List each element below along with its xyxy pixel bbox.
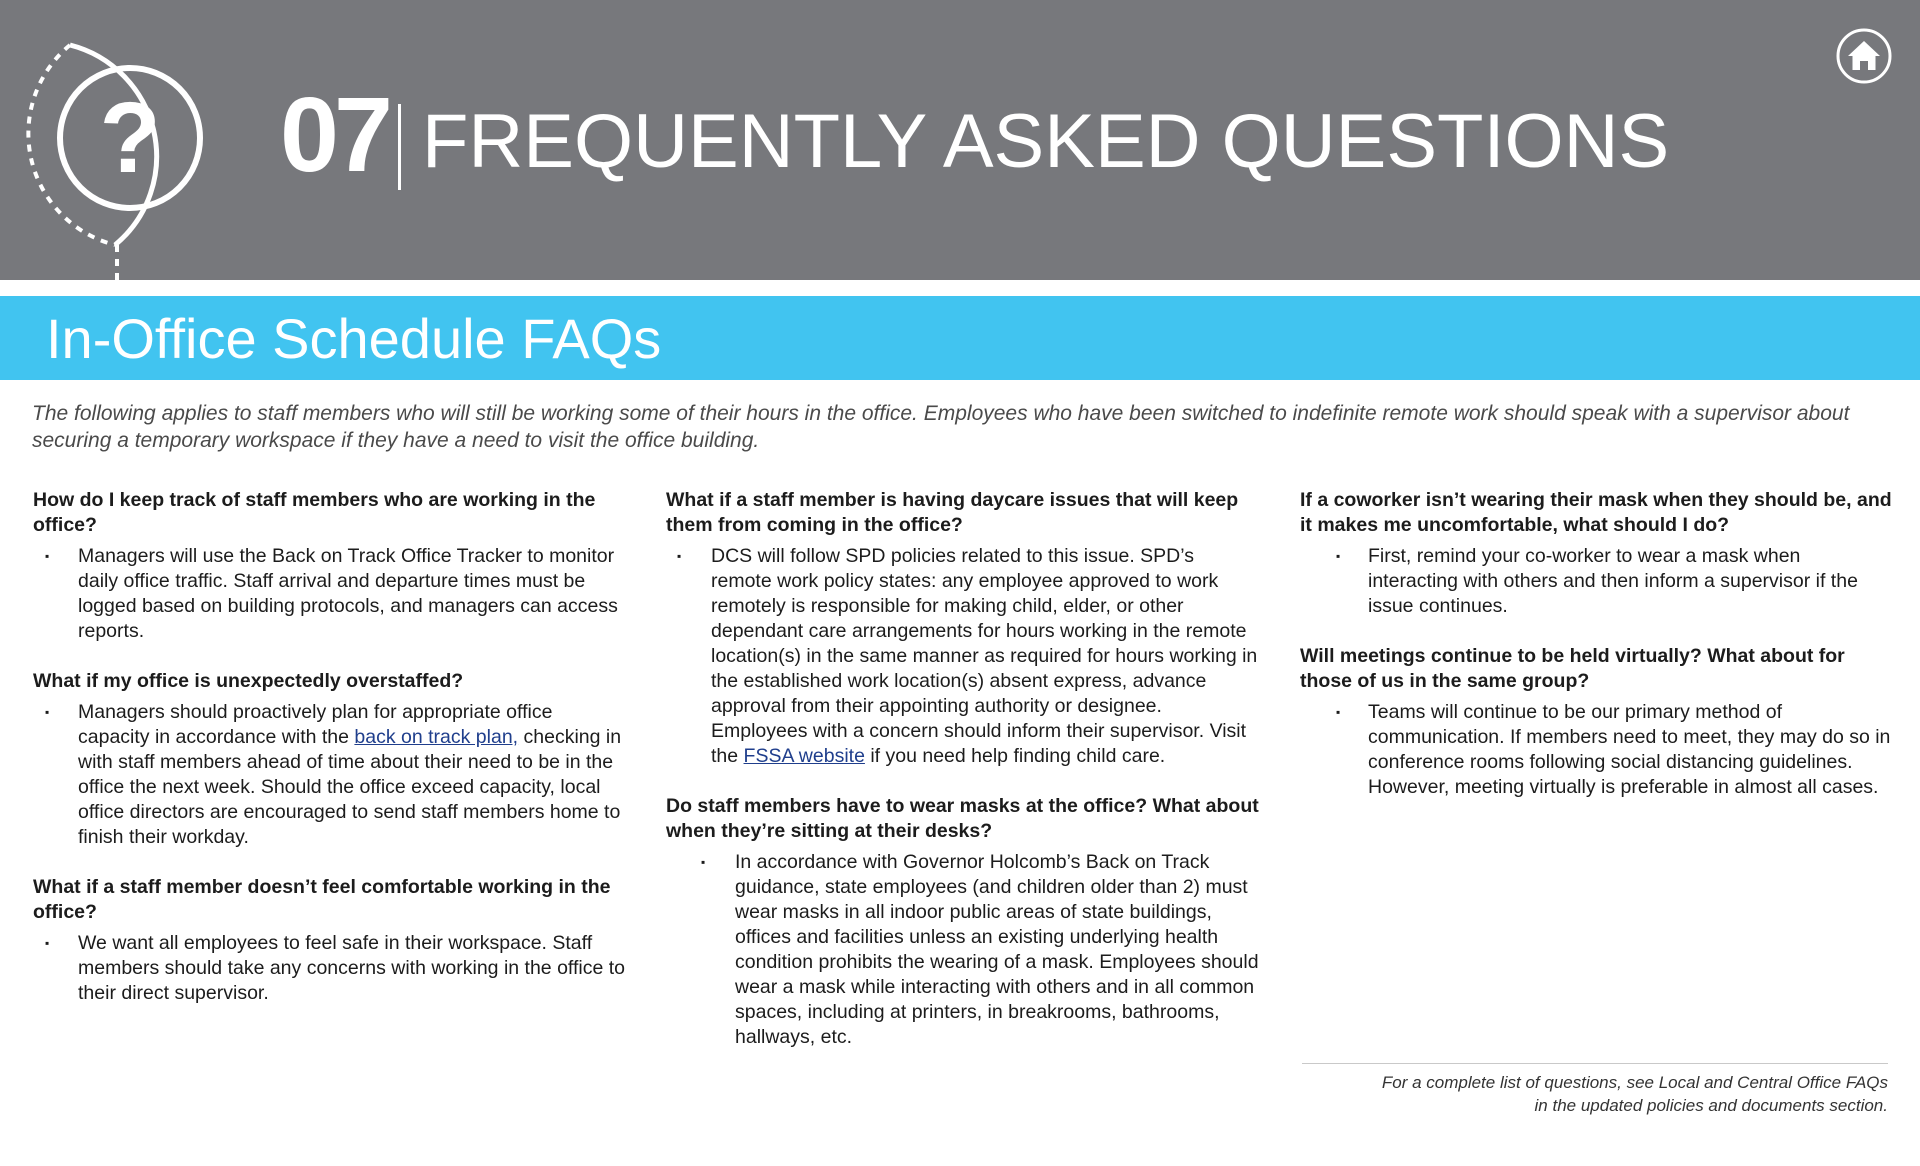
faq-item bbox=[666, 794, 1260, 1050]
faq-item bbox=[33, 669, 627, 850]
faq-answer bbox=[1300, 544, 1894, 619]
section-band bbox=[0, 296, 1920, 380]
faq-question: Will meetings continue to be held virtually? What about for those of us in the same group? bbox=[1300, 645, 1845, 692]
section-subtitle: In-Office Schedule FAQs bbox=[46, 307, 662, 370]
faq-item bbox=[666, 488, 1260, 769]
faq-question: If a coworker isn’t wearing their mask when they should be, and it makes me uncomfortable, what should I do? bbox=[1300, 489, 1892, 536]
footer-note-line: in the updated policies and documents section. bbox=[1534, 1096, 1888, 1115]
page-title: FREQUENTLY ASKED QUESTIONS bbox=[422, 99, 1670, 184]
faq-column-2 bbox=[666, 488, 1260, 1075]
faq-answer bbox=[33, 931, 627, 1006]
faq-answer-text: In accordance with Governor Holcomb’s Back on Track guidance, state employees (and children older than 2) must wear masks in all indoor public areas of state buildings, offices and facilities unless an existing underlying health condition prohibits the wearing of a mask. Employees should wear a mask while interacting with others and in all common spaces, including at printers, in breakrooms, bathrooms, hallways, etc. bbox=[735, 851, 1259, 1048]
faq-answer-text bbox=[78, 700, 627, 850]
question-mark-icon bbox=[0, 0, 280, 280]
faq-item bbox=[33, 875, 627, 1006]
faq-answer bbox=[33, 544, 627, 644]
home-icon[interactable] bbox=[1836, 28, 1892, 84]
bullet: ▪ bbox=[1336, 705, 1341, 719]
question-glyph: ? bbox=[99, 82, 161, 194]
bullet: ▪ bbox=[677, 549, 682, 563]
footer-note bbox=[1302, 1071, 1888, 1117]
section-number: 07 bbox=[280, 76, 388, 194]
bullet: ▪ bbox=[701, 855, 706, 869]
faq-question: What if my office is unexpectedly overstaffed? bbox=[33, 670, 464, 692]
faq-column-3 bbox=[1300, 488, 1894, 825]
faq-answer bbox=[666, 850, 1260, 1050]
faq-answer-text: Managers will use the Back on Track Office Tracker to monitor daily office traffic. Staff arrival and departure times must be logged based on building protocols, and managers can access reports. bbox=[78, 545, 618, 642]
answer-text-part: DCS will follow SPD policies related to this issue. SPD’s remote work policy states: any employee approved to work remotely is responsible for making child, elder, or other dependant care arrangements for hours working in the remote location(s) in the same manner as required for hours working in the established work location(s) absent express, advance approval from their appointing authority or designee. Employees with a concern should inform their supervisor. Visit the bbox=[711, 545, 1258, 767]
faq-item bbox=[1300, 488, 1894, 619]
faq-answer-text: First, remind your co-worker to wear a mask when interacting with others and then inform a supervisor if the issue continues. bbox=[1368, 545, 1858, 617]
bullet: ▪ bbox=[45, 549, 50, 563]
faq-answer bbox=[1300, 700, 1894, 800]
faq-answer bbox=[33, 700, 627, 850]
faq-item bbox=[33, 488, 627, 644]
answer-text-part: checking in with staff members ahead of time about their need to be in the office the next week. Should the office exceed capacity, local office directors are encouraged to send staff members home to finish their workday. bbox=[78, 726, 622, 848]
fssa-website-link[interactable]: FSSA website bbox=[743, 745, 865, 767]
faq-answer-text bbox=[711, 544, 1260, 769]
faq-question: Do staff members have to wear masks at the office? What about when they’re sitting at their desks? bbox=[666, 795, 1259, 842]
faq-answer-text: Teams will continue to be our primary method of communication. If members need to meet, they may do so in conference rooms following social distancing guidelines. However, meeting virtually is preferable in almost all cases. bbox=[1368, 701, 1891, 798]
answer-text-part: if you need help finding child care. bbox=[864, 745, 1166, 767]
footer-note-line: For a complete list of questions, see Local and Central Office FAQs bbox=[1381, 1073, 1888, 1092]
bullet: ▪ bbox=[1336, 549, 1341, 563]
faq-answer bbox=[666, 544, 1260, 769]
faq-column-1 bbox=[33, 488, 627, 1031]
intro-text: The following applies to staff members who will still be working some of their hours in the office. Employees who have been switched to indefinite remote work should speak with a supervisor about securing a temporary workspace if they have a need to visit the office building. bbox=[32, 402, 1850, 452]
faq-answer-text: We want all employees to feel safe in their workspace. Staff members should take any concerns with working in the office to their direct supervisor. bbox=[78, 932, 625, 1004]
faq-question: How do I keep track of staff members who are working in the office? bbox=[33, 489, 596, 536]
faq-question: What if a staff member doesn’t feel comfortable working in the office? bbox=[33, 876, 611, 923]
faq-item bbox=[1300, 644, 1894, 800]
bullet: ▪ bbox=[45, 705, 50, 719]
footer-divider bbox=[1302, 1063, 1888, 1064]
bullet: ▪ bbox=[45, 936, 50, 950]
faq-question: What if a staff member is having daycare issues that will keep them from coming in the office? bbox=[666, 489, 1239, 536]
back-on-track-plan-link[interactable]: back on track plan, bbox=[354, 726, 519, 748]
page-header bbox=[0, 0, 1920, 280]
answer-text-part: Managers should proactively plan for appropriate office capacity in accordance with the bbox=[78, 701, 553, 748]
title-divider bbox=[398, 104, 401, 190]
